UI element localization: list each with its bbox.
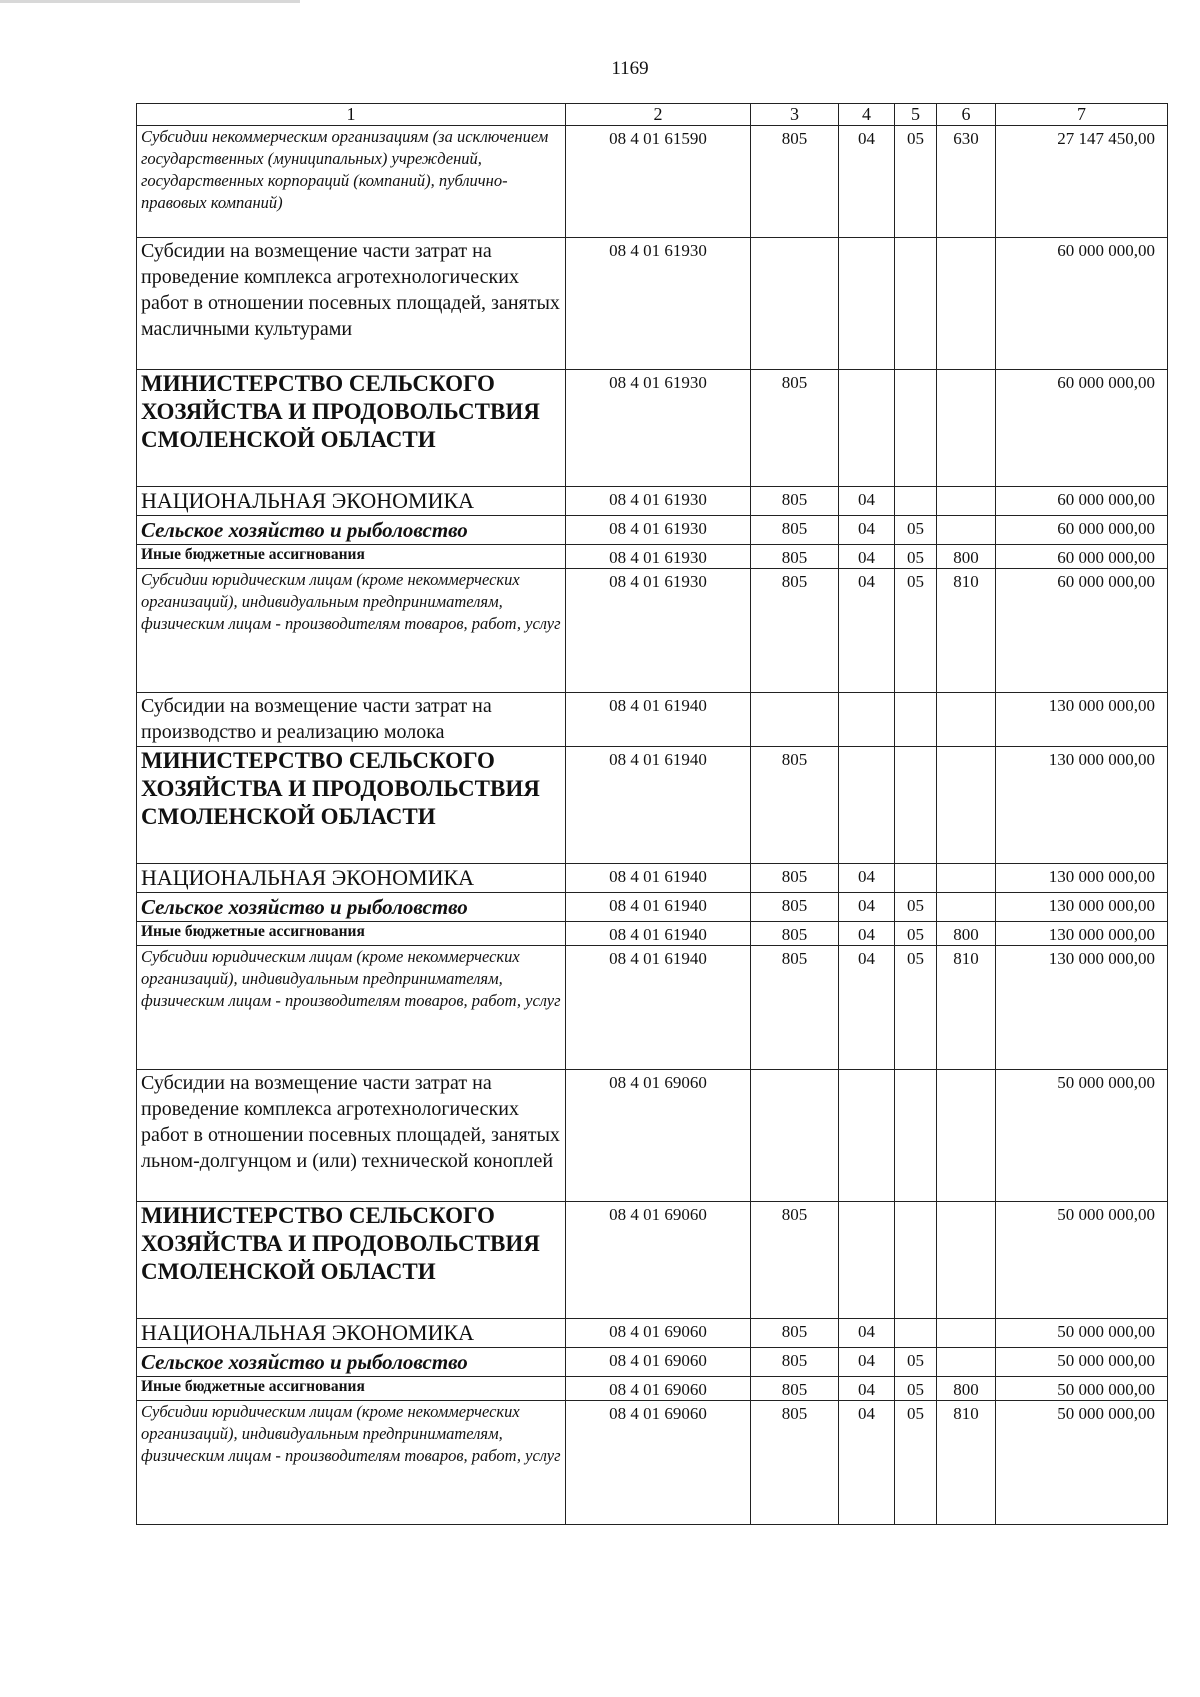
row-amount: 50 000 000,00 bbox=[996, 1377, 1168, 1401]
row-grbs bbox=[751, 693, 839, 747]
row-subsection: 05 bbox=[895, 922, 937, 946]
row-section: 04 bbox=[839, 946, 895, 1070]
row-grbs: 805 bbox=[751, 516, 839, 545]
row-expense-type bbox=[937, 864, 996, 893]
row-section: 04 bbox=[839, 516, 895, 545]
row-subsection bbox=[895, 238, 937, 370]
table-row bbox=[137, 569, 1168, 693]
row-grbs: 805 bbox=[751, 1319, 839, 1348]
row-name: Субсидии юридическим лицам (кроме некоммерческих организаций), индивидуальным предпринимателям, физическим лицам - производителям товаров, работ, услуг bbox=[137, 569, 566, 693]
row-name: НАЦИОНАЛЬНАЯ ЭКОНОМИКА bbox=[137, 487, 566, 516]
row-subsection bbox=[895, 693, 937, 747]
row-section: 04 bbox=[839, 1377, 895, 1401]
row-amount: 130 000 000,00 bbox=[996, 747, 1168, 864]
row-expense-type bbox=[937, 516, 996, 545]
row-section bbox=[839, 747, 895, 864]
row-target-code: 08 4 01 61940 bbox=[566, 864, 751, 893]
row-amount: 130 000 000,00 bbox=[996, 893, 1168, 922]
row-section: 04 bbox=[839, 1319, 895, 1348]
row-target-code: 08 4 01 61590 bbox=[566, 126, 751, 238]
header-cell: 6 bbox=[937, 104, 996, 126]
row-name: МИНИСТЕРСТВО СЕЛЬСКОГО ХОЗЯЙСТВА И ПРОДОВОЛЬСТВИЯ СМОЛЕНСКОЙ ОБЛАСТИ bbox=[137, 747, 566, 864]
table-row bbox=[137, 370, 1168, 487]
row-amount: 50 000 000,00 bbox=[996, 1202, 1168, 1319]
row-grbs: 805 bbox=[751, 946, 839, 1070]
row-expense-type: 800 bbox=[937, 922, 996, 946]
table-row bbox=[137, 1401, 1168, 1525]
table-row bbox=[137, 693, 1168, 747]
row-subsection bbox=[895, 487, 937, 516]
table-row bbox=[137, 545, 1168, 569]
row-expense-type: 800 bbox=[937, 1377, 996, 1401]
row-expense-type: 810 bbox=[937, 946, 996, 1070]
row-expense-type: 800 bbox=[937, 545, 996, 569]
table-row bbox=[137, 516, 1168, 545]
row-subsection bbox=[895, 370, 937, 487]
row-subsection: 05 bbox=[895, 946, 937, 1070]
row-target-code: 08 4 01 61940 bbox=[566, 946, 751, 1070]
row-grbs: 805 bbox=[751, 864, 839, 893]
row-amount: 50 000 000,00 bbox=[996, 1401, 1168, 1525]
row-expense-type bbox=[937, 238, 996, 370]
row-subsection: 05 bbox=[895, 893, 937, 922]
row-section bbox=[839, 238, 895, 370]
row-target-code: 08 4 01 69060 bbox=[566, 1348, 751, 1377]
row-expense-type bbox=[937, 747, 996, 864]
row-expense-type bbox=[937, 487, 996, 516]
row-target-code: 08 4 01 61930 bbox=[566, 545, 751, 569]
row-target-code: 08 4 01 61930 bbox=[566, 569, 751, 693]
row-section: 04 bbox=[839, 864, 895, 893]
row-amount: 27 147 450,00 bbox=[996, 126, 1168, 238]
row-subsection: 05 bbox=[895, 1377, 937, 1401]
row-amount: 60 000 000,00 bbox=[996, 569, 1168, 693]
row-amount: 130 000 000,00 bbox=[996, 922, 1168, 946]
header-cell: 5 bbox=[895, 104, 937, 126]
row-expense-type bbox=[937, 1202, 996, 1319]
row-subsection: 05 bbox=[895, 516, 937, 545]
row-target-code: 08 4 01 61940 bbox=[566, 693, 751, 747]
row-section: 04 bbox=[839, 126, 895, 238]
row-grbs: 805 bbox=[751, 126, 839, 238]
row-expense-type bbox=[937, 1319, 996, 1348]
row-subsection bbox=[895, 1319, 937, 1348]
header-cell: 3 bbox=[751, 104, 839, 126]
row-name: Сельское хозяйство и рыболовство bbox=[137, 893, 566, 922]
row-expense-type bbox=[937, 370, 996, 487]
page-number: 1169 bbox=[611, 58, 649, 79]
row-name: Сельское хозяйство и рыболовство bbox=[137, 516, 566, 545]
row-subsection bbox=[895, 1202, 937, 1319]
row-target-code: 08 4 01 61940 bbox=[566, 922, 751, 946]
row-amount: 130 000 000,00 bbox=[996, 693, 1168, 747]
row-target-code: 08 4 01 61940 bbox=[566, 893, 751, 922]
row-expense-type: 810 bbox=[937, 1401, 996, 1525]
row-amount: 60 000 000,00 bbox=[996, 370, 1168, 487]
header-cell: 7 bbox=[996, 104, 1168, 126]
row-target-code: 08 4 01 69060 bbox=[566, 1377, 751, 1401]
row-target-code: 08 4 01 69060 bbox=[566, 1319, 751, 1348]
row-name: Субсидии на возмещение части затрат на проведение комплекса агротехнологических работ в отношении посевных площадей, занятых льном-долгунцом и (или) технической коноплей bbox=[137, 1070, 566, 1202]
header-row bbox=[137, 104, 1168, 126]
row-grbs: 805 bbox=[751, 1401, 839, 1525]
table-row bbox=[137, 126, 1168, 238]
row-grbs: 805 bbox=[751, 545, 839, 569]
row-section: 04 bbox=[839, 569, 895, 693]
row-section: 04 bbox=[839, 487, 895, 516]
table-row bbox=[137, 487, 1168, 516]
table-row bbox=[137, 1348, 1168, 1377]
row-subsection: 05 bbox=[895, 545, 937, 569]
row-amount: 60 000 000,00 bbox=[996, 487, 1168, 516]
header-cell: 2 bbox=[566, 104, 751, 126]
row-subsection: 05 bbox=[895, 1348, 937, 1377]
row-section: 04 bbox=[839, 1401, 895, 1525]
row-target-code: 08 4 01 61930 bbox=[566, 487, 751, 516]
row-amount: 60 000 000,00 bbox=[996, 545, 1168, 569]
row-grbs bbox=[751, 1070, 839, 1202]
row-grbs: 805 bbox=[751, 1202, 839, 1319]
row-expense-type bbox=[937, 1070, 996, 1202]
row-target-code: 08 4 01 61930 bbox=[566, 238, 751, 370]
row-name: Субсидии на возмещение части затрат на производство и реализацию молока bbox=[137, 693, 566, 747]
row-name: Субсидии юридическим лицам (кроме некоммерческих организаций), индивидуальным предпринимателям, физическим лицам - производителям товаров, работ, услуг bbox=[137, 1401, 566, 1525]
row-name: Иные бюджетные ассигнования bbox=[137, 1377, 566, 1401]
row-name: Субсидии на возмещение части затрат на проведение комплекса агротехнологических работ в отношении посевных площадей, занятых масличными культурами bbox=[137, 238, 566, 370]
table-row bbox=[137, 893, 1168, 922]
row-amount: 130 000 000,00 bbox=[996, 864, 1168, 893]
row-section: 04 bbox=[839, 545, 895, 569]
row-subsection bbox=[895, 747, 937, 864]
row-grbs: 805 bbox=[751, 922, 839, 946]
row-section: 04 bbox=[839, 893, 895, 922]
row-grbs: 805 bbox=[751, 747, 839, 864]
row-amount: 130 000 000,00 bbox=[996, 946, 1168, 1070]
row-grbs: 805 bbox=[751, 1348, 839, 1377]
table-row bbox=[137, 864, 1168, 893]
row-grbs: 805 bbox=[751, 893, 839, 922]
table-row bbox=[137, 1319, 1168, 1348]
table-row bbox=[137, 1377, 1168, 1401]
row-name: Иные бюджетные ассигнования bbox=[137, 922, 566, 946]
row-subsection: 05 bbox=[895, 1401, 937, 1525]
row-amount: 60 000 000,00 bbox=[996, 238, 1168, 370]
row-section bbox=[839, 1202, 895, 1319]
row-expense-type: 630 bbox=[937, 126, 996, 238]
row-target-code: 08 4 01 61940 bbox=[566, 747, 751, 864]
row-section: 04 bbox=[839, 922, 895, 946]
row-name: Субсидии некоммерческим организациям (за исключением государственных (муниципальных) учреждений, государственных корпораций (компаний), публично-правовых компаний) bbox=[137, 126, 566, 238]
table-row bbox=[137, 1070, 1168, 1202]
header-cell: 4 bbox=[839, 104, 895, 126]
row-target-code: 08 4 01 69060 bbox=[566, 1401, 751, 1525]
row-subsection: 05 bbox=[895, 569, 937, 693]
table-row bbox=[137, 747, 1168, 864]
row-name: НАЦИОНАЛЬНАЯ ЭКОНОМИКА bbox=[137, 1319, 566, 1348]
row-grbs: 805 bbox=[751, 487, 839, 516]
row-expense-type: 810 bbox=[937, 569, 996, 693]
row-name: Сельское хозяйство и рыболовство bbox=[137, 1348, 566, 1377]
row-amount: 60 000 000,00 bbox=[996, 516, 1168, 545]
scan-edge-mark bbox=[0, 0, 300, 3]
row-name: МИНИСТЕРСТВО СЕЛЬСКОГО ХОЗЯЙСТВА И ПРОДОВОЛЬСТВИЯ СМОЛЕНСКОЙ ОБЛАСТИ bbox=[137, 1202, 566, 1319]
row-grbs: 805 bbox=[751, 569, 839, 693]
row-target-code: 08 4 01 69060 bbox=[566, 1202, 751, 1319]
row-amount: 50 000 000,00 bbox=[996, 1348, 1168, 1377]
table-row bbox=[137, 922, 1168, 946]
row-target-code: 08 4 01 61930 bbox=[566, 370, 751, 487]
table-row bbox=[137, 1202, 1168, 1319]
row-grbs: 805 bbox=[751, 1377, 839, 1401]
row-subsection bbox=[895, 864, 937, 893]
row-amount: 50 000 000,00 bbox=[996, 1319, 1168, 1348]
row-section bbox=[839, 693, 895, 747]
row-subsection bbox=[895, 1070, 937, 1202]
row-subsection: 05 bbox=[895, 126, 937, 238]
header-cell: 1 bbox=[137, 104, 566, 126]
row-grbs bbox=[751, 238, 839, 370]
table-row bbox=[137, 946, 1168, 1070]
row-target-code: 08 4 01 61930 bbox=[566, 516, 751, 545]
budget-table bbox=[136, 103, 1168, 1525]
row-name: Субсидии юридическим лицам (кроме некоммерческих организаций), индивидуальным предпринимателям, физическим лицам - производителям товаров, работ, услуг bbox=[137, 946, 566, 1070]
table-row bbox=[137, 238, 1168, 370]
row-name: МИНИСТЕРСТВО СЕЛЬСКОГО ХОЗЯЙСТВА И ПРОДОВОЛЬСТВИЯ СМОЛЕНСКОЙ ОБЛАСТИ bbox=[137, 370, 566, 487]
row-amount: 50 000 000,00 bbox=[996, 1070, 1168, 1202]
row-expense-type bbox=[937, 1348, 996, 1377]
row-name: НАЦИОНАЛЬНАЯ ЭКОНОМИКА bbox=[137, 864, 566, 893]
row-section bbox=[839, 370, 895, 487]
row-section: 04 bbox=[839, 1348, 895, 1377]
row-expense-type bbox=[937, 893, 996, 922]
row-section bbox=[839, 1070, 895, 1202]
row-grbs: 805 bbox=[751, 370, 839, 487]
row-name: Иные бюджетные ассигнования bbox=[137, 545, 566, 569]
row-target-code: 08 4 01 69060 bbox=[566, 1070, 751, 1202]
row-expense-type bbox=[937, 693, 996, 747]
